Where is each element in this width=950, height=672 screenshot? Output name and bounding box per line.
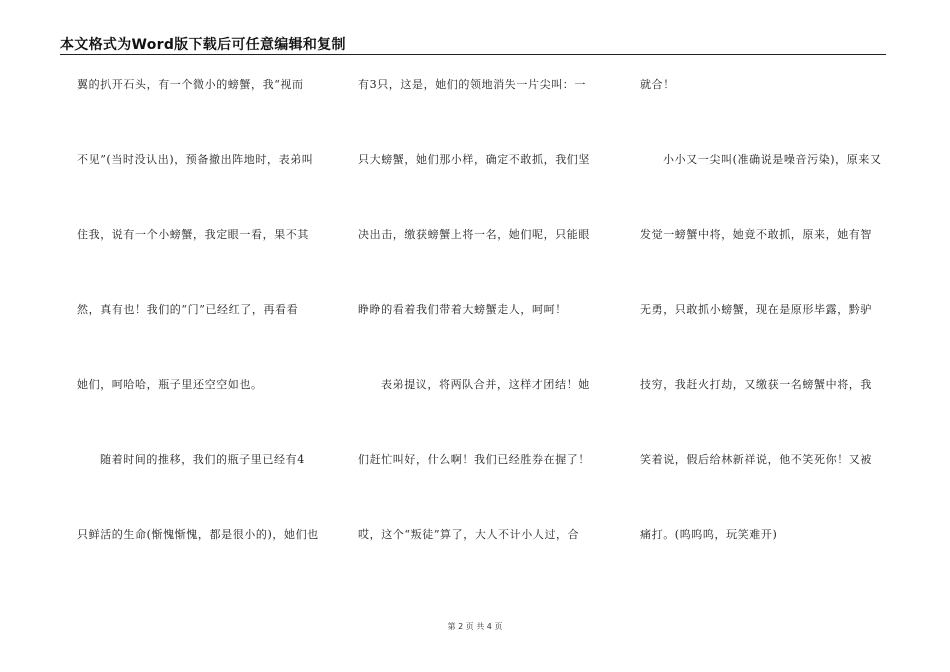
- text-line: 无勇，只敢抓小螃蟹，现在是原形毕露，黔驴: [640, 303, 872, 316]
- text-line: 技穷，我赶火打劫，又缴获一名螃蟹中将，我: [640, 378, 872, 391]
- document-title: 本文格式为Word版下载后可任意编辑和复制: [60, 37, 346, 53]
- text-line: 笑着说，假后给林新祥说，他不笑死你！又被: [640, 453, 872, 466]
- text-line: 只鲜活的生命(惭愧惭愧，都是很小的)，她们也: [77, 528, 319, 541]
- text-line: 小小又一尖叫(准确说是噪音污染)，原来又: [663, 153, 882, 166]
- text-line: 决出击，缴获螃蟹上将一名，她们呢，只能眼: [358, 228, 590, 241]
- page-number: 第 2 页 共 4 页: [447, 622, 503, 631]
- page-header: [60, 34, 886, 55]
- text-line: 发觉一螃蟹中将，她竟不敢抓，原来，她有智: [640, 228, 872, 241]
- text-line: 翼的扒开石头，有一个微小的螃蟹，我“视而: [77, 78, 304, 91]
- text-line: 们赶忙叫好，什么啊！我们已经胜券在握了！: [358, 453, 590, 466]
- text-line: 痛打。(呜呜呜，玩笑难开): [640, 528, 778, 541]
- text-line: 哎，这个“叛徒”算了，大人不计小人过，合: [358, 528, 580, 541]
- text-line: 随着时间的推移，我们的瓶子里已经有4: [100, 453, 305, 466]
- text-line: 就合！: [640, 78, 675, 91]
- text-line: 不见”(当时没认出)，预备撤出阵地时，表弟叫: [77, 153, 314, 166]
- text-line: 住我，说有一个小螃蟹，我定眼一看，果不其: [77, 228, 309, 241]
- text-line: 她们，呵哈哈，瓶子里还空空如也。: [77, 378, 263, 391]
- text-line: 有3只，这是，她们的领地消失一片尖叫：一: [358, 78, 586, 91]
- text-line: 只大螃蟹，她们那小样，确定不敢抓，我们坚: [358, 153, 590, 166]
- text-line: 表弟提议，将两队合并，这样才团结！她: [381, 378, 590, 391]
- text-line: 然，真有也！我们的“门”已经红了，再看看: [77, 303, 299, 316]
- text-line: 睁睁的看着我们带着大螃蟹走人，呵呵！: [358, 303, 567, 316]
